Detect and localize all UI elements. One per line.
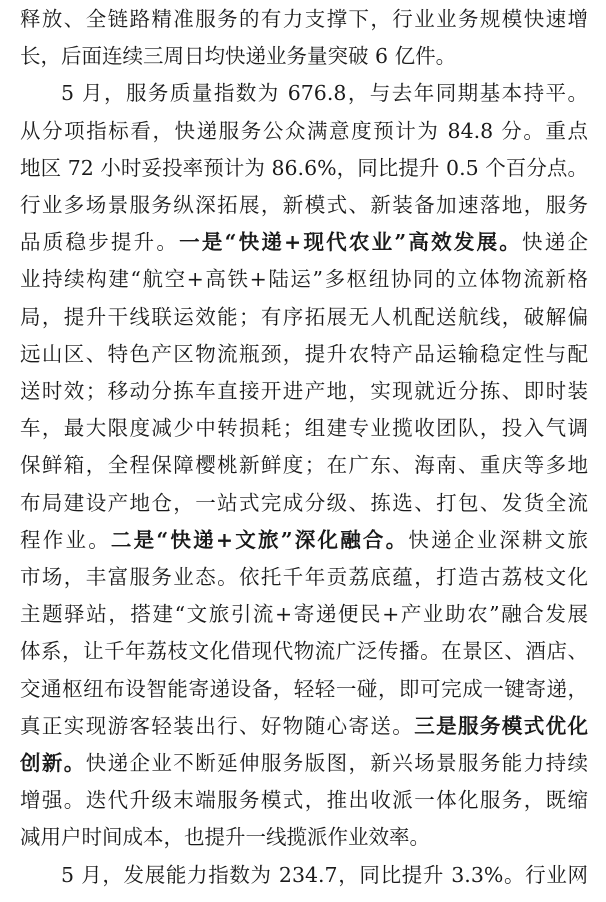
text-span: 布局建设产地仓，一站式完成分级、拣选、打包、发货全流 <box>20 490 588 515</box>
text-span: 5 月，发展能力指数为 234.7，同比提升 3.3%。行业网 <box>61 862 588 887</box>
text-line <box>20 262 588 296</box>
text-span: 真正实现游客轻装出行、好物随心寄送。 <box>20 713 415 738</box>
text-span: 地区 72 小时妥投率预计为 86.6%，同比提升 0.5 个百分点。 <box>20 155 588 180</box>
text-span: 行业多场景服务纵深拓展，新模式、新装备加速落地，服务 <box>20 193 588 217</box>
text-line <box>20 560 588 594</box>
text-span: 程作业。 <box>20 527 111 552</box>
text-line <box>20 300 588 334</box>
text-span: 主题驿站，搭建“文旅引流+寄递便民+产业助农”融合发展 <box>20 602 588 627</box>
text-line <box>20 374 588 408</box>
text-line <box>20 337 588 371</box>
bold-heading-span: 创新。 <box>20 751 86 775</box>
text-line <box>20 188 588 222</box>
text-line <box>20 783 588 817</box>
bold-heading-span: 一是“快递+现代农业”高效发展。 <box>179 230 523 255</box>
text-span: 体系，让千年荔枝文化借现代物流广泛传播。在景区、酒店、 <box>20 639 588 664</box>
text-span: 品质稳步提升。 <box>20 230 180 255</box>
text-line <box>20 858 588 892</box>
text-line <box>20 486 588 520</box>
text-span: 市场，丰富服务业态。依托千年贡荔底蕴，打造古荔枝文化 <box>20 565 588 589</box>
text-span: 送时效；移动分拣车直接开进产地，实现就近分拣、即时装 <box>20 379 588 403</box>
text-span: 减用户时间成本，也提升一线揽派作业效率。 <box>20 825 430 850</box>
text-line <box>20 39 588 73</box>
text-line <box>20 448 588 482</box>
text-line <box>20 634 588 668</box>
text-span: 增强。迭代升级末端服务模式，推出收派一体化服务，既缩 <box>20 788 588 813</box>
text-line <box>20 114 588 148</box>
bold-heading-span: 二是“快递+文旅”深化融合。 <box>110 527 409 552</box>
text-span: 快递企业深耕文旅 <box>408 527 589 552</box>
text-line <box>20 76 588 110</box>
text-line <box>20 746 588 780</box>
text-span: 车，最大限度减少中转损耗；组建专业揽收团队，投入气调 <box>20 416 588 441</box>
text-span: 长，后面连续三周日均快递业务量突破 6 亿件。 <box>20 44 457 69</box>
text-span: 5 月，服务质量指数为 676.8，与去年同期基本持平。 <box>61 81 588 106</box>
text-span: 保鲜箱，全程保障樱桃新鲜度；在广东、海南、重庆等多地 <box>20 453 588 478</box>
text-span: 局，提升干线联运效能；有序拓展无人机配送航线，破解偏 <box>20 304 588 329</box>
text-line <box>20 709 588 743</box>
text-span: 远山区、特色产区物流瓶颈，提升农特产品运输稳定性与配 <box>20 341 588 366</box>
bold-heading-span: 三是服务模式优化 <box>414 713 589 738</box>
text-span: 释放、全链路精准服务的有力支撑下，行业业务规模快速增 <box>20 7 588 31</box>
text-line <box>20 2 588 36</box>
text-line <box>20 523 588 557</box>
text-line <box>20 672 588 706</box>
text-span: 快递企 <box>522 230 589 255</box>
text-line <box>20 820 588 854</box>
text-span: 从分项指标看，快递服务公众满意度预计为 84.8 分。重点 <box>20 118 588 143</box>
text-span: 快递企业不断延伸服务版图，新兴场景服务能力持续 <box>85 751 589 775</box>
text-line <box>20 151 588 185</box>
text-span: 业持续构建“航空+高铁+陆运”多枢纽协同的立体物流新格 <box>20 267 588 292</box>
text-line <box>20 225 588 259</box>
text-span: 交通枢纽布设智能寄递设备，轻轻一碰，即可完成一键寄递， <box>20 676 588 701</box>
text-line <box>20 597 588 631</box>
text-line <box>20 411 588 445</box>
